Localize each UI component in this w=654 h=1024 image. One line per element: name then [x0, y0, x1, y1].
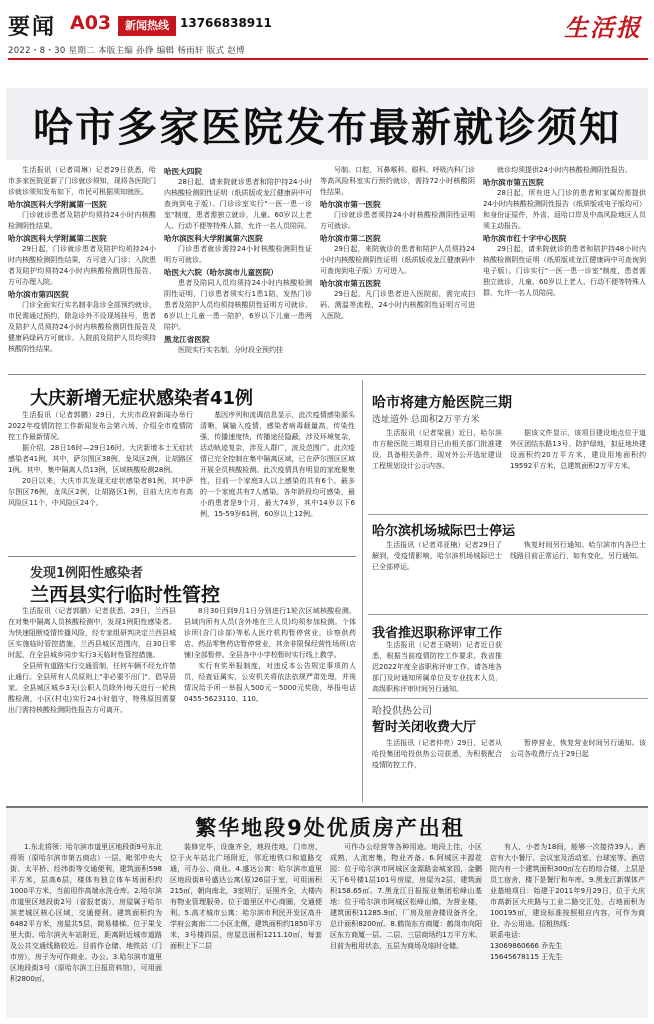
subhead: 哈尔滨市第二医院 — [320, 234, 381, 243]
subhead: 哈尔滨市第五医院 — [320, 279, 381, 288]
divider — [368, 514, 648, 515]
paragraph: 28日起，所有进入门诊的患者和家属均需提供24小时内核酸检测阴性报告（纸质版或电子版均可）和身份证原件，外省、返哈口岸及中高风险地区人员须主动报告。 — [483, 189, 646, 230]
lead-intro: 生活报讯（记者周琳）记者29日获悉，哈市多家医院更新了门诊就诊须知，现将各医院门诊就诊须知发布如下，市民可根据须知就医。 — [8, 166, 156, 196]
lanxi-kicker: 发现1例阳性感染者 — [30, 566, 144, 581]
contact-label: 联系电话： — [490, 931, 525, 939]
section-name: 要闻 — [8, 14, 57, 40]
daqing-column-1 — [8, 410, 193, 550]
brief-1-body — [372, 428, 502, 512]
paragraph: 生活报讯（记者梁晨）近日，哈尔滨市方舱医院三期项目已由相关部门批准建设，具备相关条件，现对外公开选址建设工程规划设计公示内容。 — [372, 429, 502, 470]
divider — [368, 614, 648, 615]
paragraph: 28日起，请来院就诊患者和陪护持24小时内核酸检测阴性证明（纸质版或龙江健康码中可查询到电子版）。门诊诊室实行"一医一患一诊室"制度，患者需独立就诊，儿童、60岁以上老人、行动不便等特殊人群，允许一名人员陪同。 — [164, 178, 312, 230]
issue-meta: 2022・8・30 星期二 本版主编 孙铮 编辑 杨雨轩 版式 赵博 — [8, 46, 245, 56]
brief-4-body-2 — [510, 738, 646, 800]
divider — [368, 698, 648, 699]
brief-2-body-2 — [510, 540, 646, 612]
housing-column-2 — [170, 842, 322, 1014]
hotline-badge: 新闻热线 — [118, 16, 176, 36]
lanxi-column-1 — [8, 606, 176, 806]
brief-3-body — [372, 640, 502, 696]
brief-2-title: 哈尔滨机场城际巴士停运 — [372, 524, 516, 539]
brief-4-body — [372, 738, 502, 800]
hotline-number: 13766838911 — [180, 16, 272, 30]
subhead: 哈尔滨市红十字中心医院 — [483, 234, 567, 243]
paragraph: 暂停营业，恢复营业时间另行通知。该公司各收费厅点于29日起 — [510, 739, 646, 758]
paragraph: 29日起，来院就诊的患者和陪护人员须持24小时内核酸检测阴性证明（纸质版或龙江健康码中可查询到电子版）方可进入。 — [320, 245, 475, 275]
subhead: 哈尔滨市第五医院 — [483, 178, 544, 187]
lead-column-1 — [8, 165, 156, 370]
paragraph: 生活报讯（记者郭鹏）29日，大庆市政府新闻办举行2022年疫情防控工作新闻发布会第六场，介绍全市疫情防控工作最新情况。 — [8, 411, 193, 441]
subhead: 哈尔滨医科大学附属第六医院 — [164, 234, 263, 243]
housing-column-4 — [490, 842, 645, 1014]
subhead: 黑龙江省医院 — [164, 335, 210, 344]
contact-line: 13069860666 乔先生 — [490, 942, 563, 950]
page-header — [8, 6, 648, 62]
paragraph: 据该文件显示，该项目建设地点位于道外区团结东路13号、防护绿地，拟征地块建设面积约20万平方米，建设用地面积约19592平方米，总建筑面积2万平方米。 — [510, 429, 646, 470]
subhead: 哈尔滨医科大学附属第一医院 — [8, 200, 107, 209]
subhead: 哈医大六院（哈尔滨市儿童医院） — [164, 268, 278, 277]
paper-logo: 生活报 — [564, 13, 642, 42]
paragraph: 生活报讯（记者郭鹏）记者获悉，29日，兰西县在对集中隔离人员核酸检测中，发现1例阳性感染者。为快速阻断疫情传播风险，经专家组研判决定兰西县城区实施临时管控措施，兰西县城区范围内，自30日零时起，在全县城乡同步实行3天临时性管控措施。 — [8, 607, 176, 659]
lead-column-3 — [320, 165, 475, 370]
paragraph: 门诊就诊患者须持24小时核酸检测阴性证明方可就诊。 — [320, 211, 475, 230]
paragraph: 1.东北将领：哈尔滨市道里区地段街9号东北将领（原哈尔滨市第五商店）一层，毗邻中央大街、太平桥、经纬街等交通便利，建筑面积598平方米，层高6层，楼体有独立体车场面积约1000平方米，当前用作高端水洗仓库。2.哈尔滨市道里区地段街2号（省报老街），房屋属于哈尔滨老城区核心区域，交通便利。建筑面积约为6482平方米，房屋共5层，简易楼梯。位于果戈里大街、哈尔滨火车站附近，距离附近城市道路及公共交通线路较近。目前作仓储、地铁站（门市房），房子为可作商业、办公。3.哈尔滨市道里区地段街3号（原哈尔滨工日报资料馆），可用面积2800㎡。 — [10, 843, 162, 983]
page-code: A03 — [70, 12, 112, 34]
paragraph: 据介绍，28日16时—29日16时，大庆新增本土无症状感染者41例，其中，萨尔图区38例，龙凤区2例，让胡路区1例。其中，集中隔离人员13例，区域核酸检测28例。 — [8, 444, 193, 474]
paragraph: 门诊全面实行实名制非急诊全部预约就诊，市民需通过预约，除急诊外不设现场挂号，患者及陪护人员须持24小时内核酸检测阴性报告及健康码绿码方可就诊。入院前及陪护人员均须持核酸阴性结果。 — [8, 301, 156, 353]
paragraph: 恢复时间另行通知。哈尔滨市内各巴士线路目前正常运行，如有变化，另行通知。 — [510, 541, 646, 560]
paragraph: 可作办公经营等各种用途。地段上佳，小区成熟，人流密集，物业齐备。6.阿城区丰源花园：位于哈尔滨市阿城区金源路金城家园，金鹏天下6号楼1层101号房屋，房屋为2层，建筑面积158.65㎡。7.黑龙江日报报业集团松峰山基地：位于哈尔滨市阿城区松峰山镇，为营业楼，建筑面积11285.9㎡，厂房及宿舍楼设备齐全，总计面积8200㎡。8.鹤岗东方商厦：鹤岗市向阳区东方商厦一层、二层、三层商场约1万平方米，目前为租用状态，五层为商场及临时仓储。 — [330, 843, 482, 950]
paragraph: 有人，小者为18间，能够一次接待39人。酒店有大小餐厅、会议室及活动室、台球室等。酒店院内有一个建筑面积300㎡左右的综合楼，上层是员工宿舍，楼下是餐厅和车库。9.黑龙江新媒体产业基地项目：始建于2011年9月29日，位于大庆市高新区大庆路与工业二路交汇处，占地面积为100195㎡，建设标准按照相应内容，可作为商业、办公用途。招租热线： — [490, 843, 645, 928]
paragraph: 29日起，门诊就诊患者及陪护均须持24小时内核酸检测阴性结果，方可进入门诊；入院患者及陪护均须持24小时内核酸检测阴性报告，方可办理入院。 — [8, 245, 156, 286]
brief-1-title: 哈市将建方舱医院三期 — [372, 395, 512, 411]
daqing-headline: 大庆新增无症状感染者41例 — [30, 388, 254, 409]
divider — [8, 556, 356, 557]
lanxi-headline: 兰西县实行临时性管控 — [30, 584, 221, 606]
paragraph: 就诊均须提供24小时内核酸检测阴性报告。 — [497, 166, 632, 174]
brief-1-body-2 — [510, 428, 646, 512]
lead-column-4 — [483, 165, 646, 370]
paragraph: 生活报讯（记者仲亮）29日，记者从哈投集团哈投供热公司获悉，为积极配合疫情防控工作， — [372, 739, 502, 769]
lead-column-2 — [164, 165, 312, 370]
subhead: 哈医大四院 — [164, 167, 202, 176]
paragraph: 基因序列和流调信息显示，此次疫情感染源头清晰，属输入疫情，感染者病毒载量高，传染性强，传播速度快，传播途径隐蔽，涉及环境复杂，活动轨迹复杂，涉及人群广，波及范围广。此次疫情已完全控制在集中隔离区域，已在萨尔图区区域开展全员核酸检测。此次疫情具有明显的家庭聚集性，目前一个家庭3人以上感染的共有6个。最多的一个家庭共有7人感染。各年龄段均可感染，最小的患者是9个月，最大74岁，其中14岁以下6例，15-59岁61例，60岁以上12例。 — [200, 411, 355, 518]
subhead: 哈尔滨市第一医院 — [320, 200, 381, 209]
housing-column-1 — [10, 842, 162, 1014]
paragraph: 29日起，凡门诊患者进入医院前，需完成扫码、测温等流程，24小时内核酸阴性证明方可进入医院。 — [320, 290, 475, 320]
brief-3-title: 我省推迟职称评审工作 — [372, 626, 503, 641]
paragraph: 医院实行实名制，分时段全预约挂 — [178, 346, 283, 354]
paragraph: 生活报讯（记者王晓明）记者近日获悉，根据当前疫情防控工作要求，我省推迟2022年度全省职称评审工作。请各地各部门及时通知所属单位及专业技术人员，高级职称评审时间另行通知。 — [372, 641, 502, 693]
column-divider — [362, 380, 363, 802]
daqing-column-2 — [200, 410, 355, 550]
paragraph: 装修完毕，设施齐全，地段佳地，门市房，位于火车站北广场附近，邻近地铁口和道路交通，可办公、商业。4.盛达公寓：哈尔滨市道里区地段街8号盛达公寓(原)26层于室，可用面积215㎡，朝向南北，3室明厅，证照齐全，大楼内有物业管理服务。位于道里区中心商圈，交通便利。5.高才城市公寓：哈尔滨市利民开发区高升学府公寓南二二小区北侧，建筑面积约1850平方米，3号楼四层，房屋总面积1211.10㎡，每套面积上下二层 — [170, 843, 322, 950]
brief-2-body — [372, 540, 502, 612]
lanxi-column-2 — [184, 606, 356, 806]
housing-column-3 — [330, 842, 482, 1014]
header-rule — [8, 58, 648, 60]
paragraph: 全县所有道路实行交通管制，任何车辆不经允许禁止通行。全县所有人员原则上"非必要不出门"，倡导居家。全县城区城乡3天(公职人员除外)每天进行一轮核酸检测，小区(村屯)实行24小时值守，特殊原因需要出门需持核酸检测阴性报告方可离开。 — [8, 662, 176, 714]
paragraph: 生活报讯（记者邓亚楠）记者29日了解到，受疫情影响，哈尔滨机场城际巴士已全部停运。 — [372, 541, 502, 571]
paragraph: 门诊患者就诊需持24小时核酸检测阴性证明方可就诊。 — [164, 245, 312, 264]
paragraph: 门诊就诊患者及陪护均须持24小时内核酸检测阴性结果。 — [8, 211, 156, 230]
paragraph: 实行有奖举报制度，对违反本公告规定事项的人员，经查证属实，公安机关将依法依规严肃处理，并视情况给予所一举报人500元－5000元奖励，举报电话0455-5623110、110。 — [184, 662, 356, 703]
brief-4-kicker: 哈投供热公司 — [372, 706, 432, 717]
housing-headline: 繁华地段9处优质房产出租 — [195, 816, 465, 840]
contact-line: 15645678115 王先生 — [490, 953, 563, 961]
paragraph: 20日以来，大庆市共发现无症状感染者81例，其中萨尔图区76例，龙凤区2例，让胡路区1例，目前大庆市有高风险区11个，中风险区24个。 — [8, 477, 193, 507]
paragraph: 号制。口腔、耳鼻喉科、眼科、呼吸内科门诊等高风险科室实行预约就诊，需持72小时核酸阴性结果。 — [320, 166, 475, 196]
brief-1-subtitle: 选址道外 总面积2万平方米 — [372, 415, 480, 425]
divider — [8, 374, 646, 375]
subhead: 哈尔滨医科大学附属第二医院 — [8, 234, 107, 243]
brief-4-title: 暂时关闭收费大厅 — [372, 720, 477, 735]
paragraph: 8月30日到9月1日分别进行1轮次区域核酸检测。县域内所有人员(含外地在兰人员)均须参加检测。个体诊所(含门诊部)等私人医疗机构暂停营业，诊察供药店、药品零售药店暂停营业，其余非限保经营性场所(店铺)全部暂停。全县各中小学校暂时实行线上教学。 — [184, 607, 356, 659]
paragraph: 患者及陪同人员均须持24小时内核酸检测阴性证明，门诊患者须实行1患1陪，发热门诊患者及陪护人员均须持核酸阴性证明方可就诊。6岁以上儿童一患一陪护，6岁以下儿童一患两陪护。 — [164, 279, 312, 331]
subhead: 哈尔滨市第四医院 — [8, 290, 69, 299]
paragraph: 29日起，请来院就诊的患者和陪护持48小时内核酸检测阴性证明（纸质版或龙江健康码中可查询到电子版）。门诊实行"一医一患一诊室"制度，患者需独立就诊，儿童、60岁以上老人、行动不便等特殊人群，允许一名人员陪同。 — [483, 245, 646, 297]
lead-headline: 哈市多家医院发布最新就诊须知 — [6, 88, 648, 160]
